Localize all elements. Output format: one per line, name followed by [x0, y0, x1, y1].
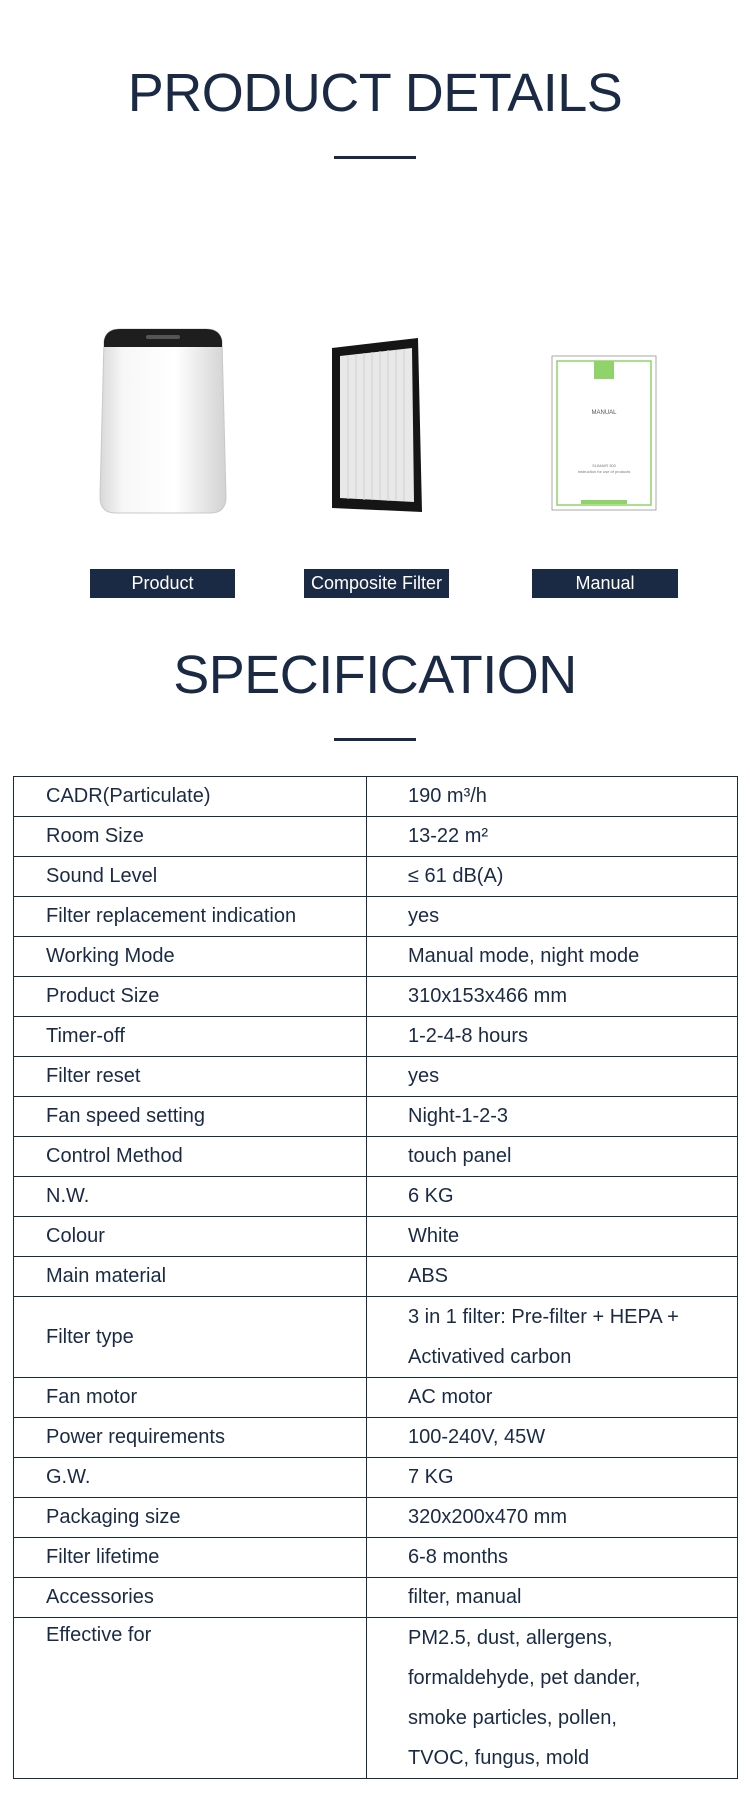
spec-value: 6 KG [367, 1177, 738, 1217]
spec-key: Fan speed setting [14, 1097, 367, 1137]
spec-value: yes [367, 897, 738, 937]
table-row [14, 1378, 738, 1418]
table-row [14, 977, 738, 1017]
spec-value-line: Activatived carbon [408, 1346, 572, 1368]
label-composite-filter: Composite Filter [304, 569, 449, 598]
table-row [14, 777, 738, 817]
table-row [14, 817, 738, 857]
spec-key: Control Method [14, 1137, 367, 1177]
table-row [14, 1017, 738, 1057]
spec-value: 6-8 months [367, 1538, 738, 1578]
spec-value: AC motor [367, 1378, 738, 1418]
spec-key: Packaging size [14, 1498, 367, 1538]
spec-key: Main material [14, 1257, 367, 1297]
spec-key: Accessories [14, 1578, 367, 1618]
filter-image [326, 336, 426, 516]
spec-key: Filter reset [14, 1057, 367, 1097]
table-row [14, 1498, 738, 1538]
spec-key: Colour [14, 1217, 367, 1257]
spec-key: Filter type [14, 1297, 367, 1378]
manual-image [551, 355, 657, 511]
table-row [14, 1097, 738, 1137]
table-row [14, 857, 738, 897]
spec-key: G.W. [14, 1458, 367, 1498]
spec-key: Working Mode [14, 937, 367, 977]
title-underline [334, 156, 416, 159]
spec-value: ABS [367, 1257, 738, 1297]
table-row [14, 1137, 738, 1177]
spec-value: yes [367, 1057, 738, 1097]
spec-key: Product Size [14, 977, 367, 1017]
spec-value-line: PM2.5, dust, allergens, [408, 1627, 613, 1649]
spec-value [367, 1297, 738, 1378]
table-row [14, 1578, 738, 1618]
spec-value: ≤ 61 dB(A) [367, 857, 738, 897]
spec-value: 190 m³/h [367, 777, 738, 817]
table-row [14, 897, 738, 937]
spec-key: Timer-off [14, 1017, 367, 1057]
spec-key: Effective for [14, 1618, 367, 1779]
spec-key: Filter replacement indication [14, 897, 367, 937]
table-row [14, 1538, 738, 1578]
spec-value-line: smoke particles, pollen, [408, 1707, 617, 1729]
spec-value: 1-2-4-8 hours [367, 1017, 738, 1057]
spec-value: 310x153x466 mm [367, 977, 738, 1017]
spec-value: White [367, 1217, 738, 1257]
table-row [14, 1217, 738, 1257]
table-row [14, 1057, 738, 1097]
manual-cover-title: MANUAL [591, 410, 617, 416]
spec-key: Fan motor [14, 1378, 367, 1418]
spec-value-line: 3 in 1 filter: Pre-filter + HEPA + [408, 1306, 679, 1328]
spec-value: Night-1-2-3 [367, 1097, 738, 1137]
table-row [14, 937, 738, 977]
specification-table [13, 776, 738, 1779]
spec-key: Sound Level [14, 857, 367, 897]
specification-title: SPECIFICATION [173, 645, 577, 705]
spec-key: CADR(Particulate) [14, 777, 367, 817]
spec-value-line: formaldehyde, pet dander, [408, 1667, 641, 1689]
spec-key: Power requirements [14, 1418, 367, 1458]
spec-value: Manual mode, night mode [367, 937, 738, 977]
spec-key: Filter lifetime [14, 1538, 367, 1578]
spec-key: Room Size [14, 817, 367, 857]
table-row [14, 1418, 738, 1458]
spec-value: 100-240V, 45W [367, 1418, 738, 1458]
spec-value: filter, manual [367, 1578, 738, 1618]
spec-value: touch panel [367, 1137, 738, 1177]
specification-underline [334, 738, 416, 741]
manual-cover-line1: SLIMAIR 300 [592, 463, 616, 468]
spec-value [367, 1618, 738, 1779]
manual-cover-line2: Instruction for use of products [577, 469, 631, 474]
air-purifier-image [96, 327, 230, 515]
label-product: Product [90, 569, 235, 598]
product-details-title: PRODUCT DETAILS [127, 63, 623, 123]
spec-value: 320x200x470 mm [367, 1498, 738, 1538]
spec-value-line: TVOC, fungus, mold [408, 1747, 590, 1769]
spec-key: N.W. [14, 1177, 367, 1217]
table-row [14, 1257, 738, 1297]
table-row [14, 1618, 738, 1779]
table-row [14, 1177, 738, 1217]
spec-value: 13-22 m² [367, 817, 738, 857]
table-row [14, 1297, 738, 1378]
table-row [14, 1458, 738, 1498]
label-manual: Manual [532, 569, 678, 598]
spec-value: 7 KG [367, 1458, 738, 1498]
